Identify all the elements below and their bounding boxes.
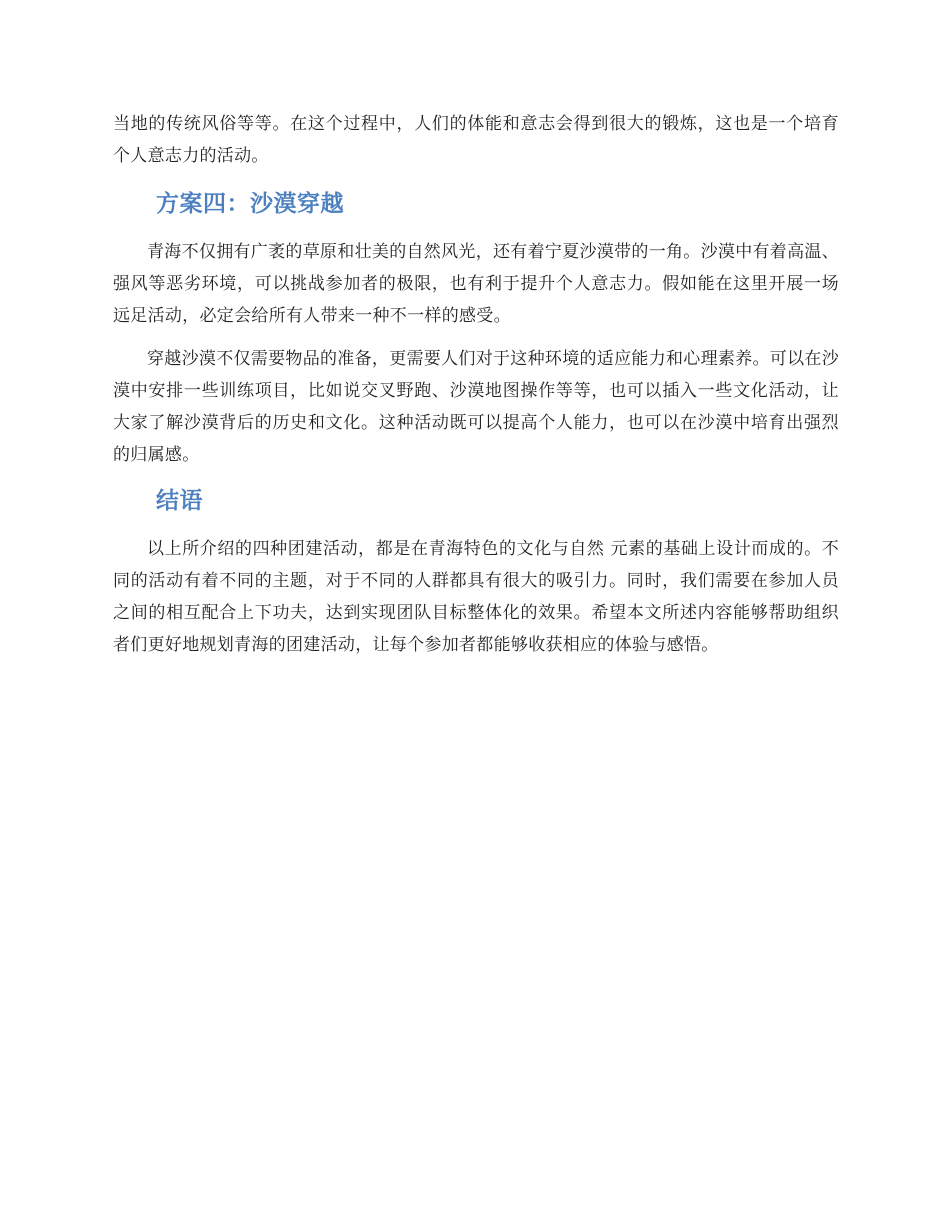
- conclusion-heading: 结语: [156, 488, 203, 514]
- section-paragraph-2: 穿越沙漠不仅需要物品的准备，更需要人们对于这种环境的适应能力和心理素养。可以在沙漠中安排一些训练项目，比如说交叉野跑、沙漠地图操作等等，也可以插入一些文化活动，让大家了解沙漠背后的历史和文化。这种活动既可以提高个人能力，也可以在沙漠中培育出强烈的归属感。: [113, 349, 839, 465]
- section-heading-desert-crossing: 方案四：沙漠穿越: [156, 191, 344, 217]
- intro-paragraph: 当地的传统风俗等等。在这个过程中，人们的体能和意志会得到很大的锻炼，这也是一个培育个人意志力的活动。: [113, 114, 839, 166]
- conclusion-paragraph: 以上所介绍的四种团建活动，都是在青海特色的文化与自然 元素的基础上设计而成的。不同的活动有着不同的主题，对于不同的人群都具有很大的吸引力。同时，我们需要在参加人员之间的相互配合上下功夫，达到实现团队目标整体化的效果。希望本文所述内容能够帮助组织者们更好地规划青海的团建活动，让每个参加者都能够收获相应的体验与感悟。: [113, 539, 839, 655]
- section-paragraph-1: 青海不仅拥有广袤的草原和壮美的自然风光，还有着宁夏沙漠带的一角。沙漠中有着高温、强风等恶劣环境，可以挑战参加者的极限，也有利于提升个人意志力。假如能在这里开展一场远足活动，必定会给所有人带来一种不一样的感受。: [113, 242, 839, 326]
- document-page: [113, 108, 839, 661]
